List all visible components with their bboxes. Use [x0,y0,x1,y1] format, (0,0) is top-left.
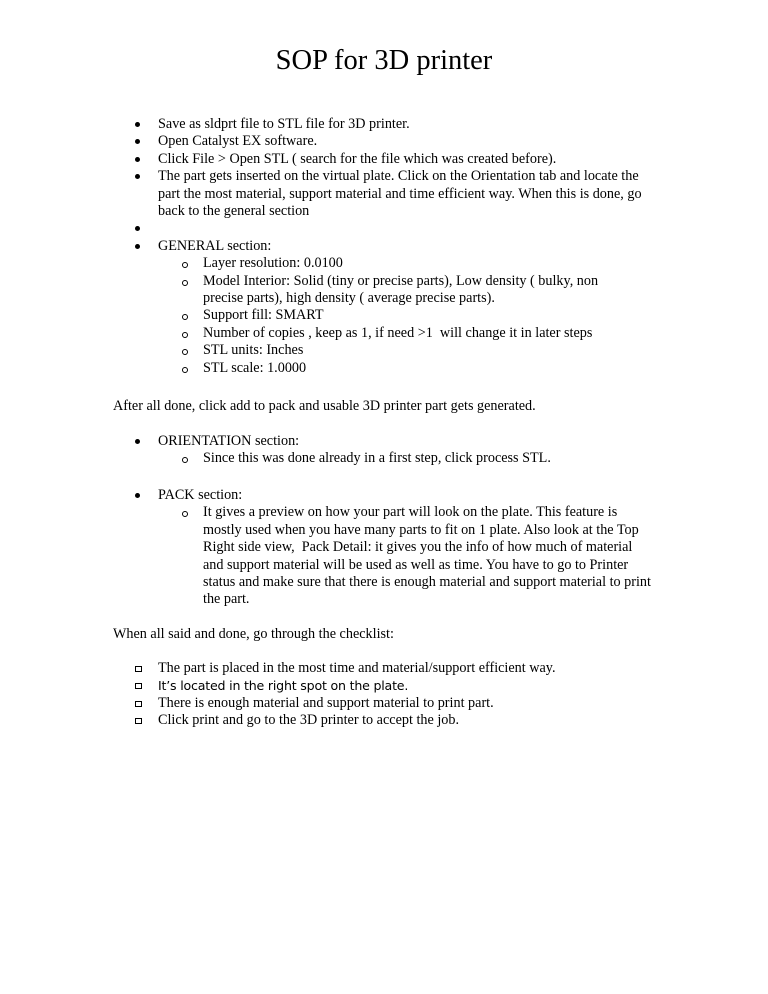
bullet-icon [135,238,143,255]
orientation-section [0,433,768,468]
circle-bullet-icon [182,504,190,521]
bullet-icon [135,133,143,150]
sub-list-item: Number of copies , keep as 1, if need >1 will change it in later steps [0,325,768,342]
checkbox-bullet-icon [135,660,145,677]
list-item: GENERAL section: [0,238,768,255]
sub-list-item: Model Interior: Solid (tiny or precise parts), Low density ( bulky, non precise parts), high density ( average precise parts). [0,273,768,308]
bullet-icon [135,116,143,133]
list-item: ORIENTATION section: [0,433,768,450]
checklist [0,660,768,730]
list-item: Open Catalyst EX software. [0,133,768,150]
bullet-icon [135,168,143,185]
checkbox-bullet-icon [135,695,145,712]
sub-list-item: STL scale: 1.0000 [0,360,768,377]
sub-list-item: It gives a preview on how your part will look on the plate. This feature is mostly used when you have many parts to fit on 1 plate. Also look at the Top Right side view, Pack Detail: it gives you the info of how much of material and support material will be used as well as time. You have to go to Printer status and make sure that there is enough material and support material to print the part. [0,504,768,608]
checkbox-bullet-icon [135,712,145,729]
circle-bullet-icon [182,360,190,377]
bullet-icon [135,433,143,450]
circle-bullet-icon [182,342,190,359]
checklist-item: There is enough material and support material to print part. [0,695,768,712]
checkbox-bullet-icon [135,677,145,694]
checklist-item: Click print and go to the 3D printer to accept the job. [0,712,768,729]
circle-bullet-icon [182,325,190,342]
document-title: SOP for 3D printer [275,45,493,76]
list-item: Save as sldprt file to STL file for 3D printer. [0,116,768,133]
circle-bullet-icon [182,307,190,324]
list-item: Click File > Open STL ( search for the file which was created before). [0,151,768,168]
bullet-icon [135,487,143,504]
checklist-item: The part is placed in the most time and material/support efficient way. [0,660,768,677]
sub-list-item: Since this was done already in a first step, click process STL. [0,450,768,467]
circle-bullet-icon [182,450,190,467]
list-item: The part gets inserted on the virtual plate. Click on the Orientation tab and locate the part the most material, support material and time efficient way. When this is done, go back to the general section [0,168,768,220]
bullet-icon [135,151,143,168]
sub-list-item: STL units: Inches [0,342,768,359]
bullet-icon [135,220,143,237]
circle-bullet-icon [182,273,190,290]
sub-list-item: Support fill: SMART [0,307,768,324]
circle-bullet-icon [182,255,190,272]
pack-section [0,487,768,609]
list-item [0,220,768,237]
checklist-intro: When all said and done, go through the checklist: [113,626,394,642]
steps-list [0,116,768,377]
sub-list-item: Layer resolution: 0.0100 [0,255,768,272]
after-general-paragraph: After all done, click add to pack and usable 3D printer part gets generated. [113,398,536,414]
list-item: PACK section: [0,487,768,504]
checklist-item: It’s located in the right spot on the plate. [0,677,768,694]
